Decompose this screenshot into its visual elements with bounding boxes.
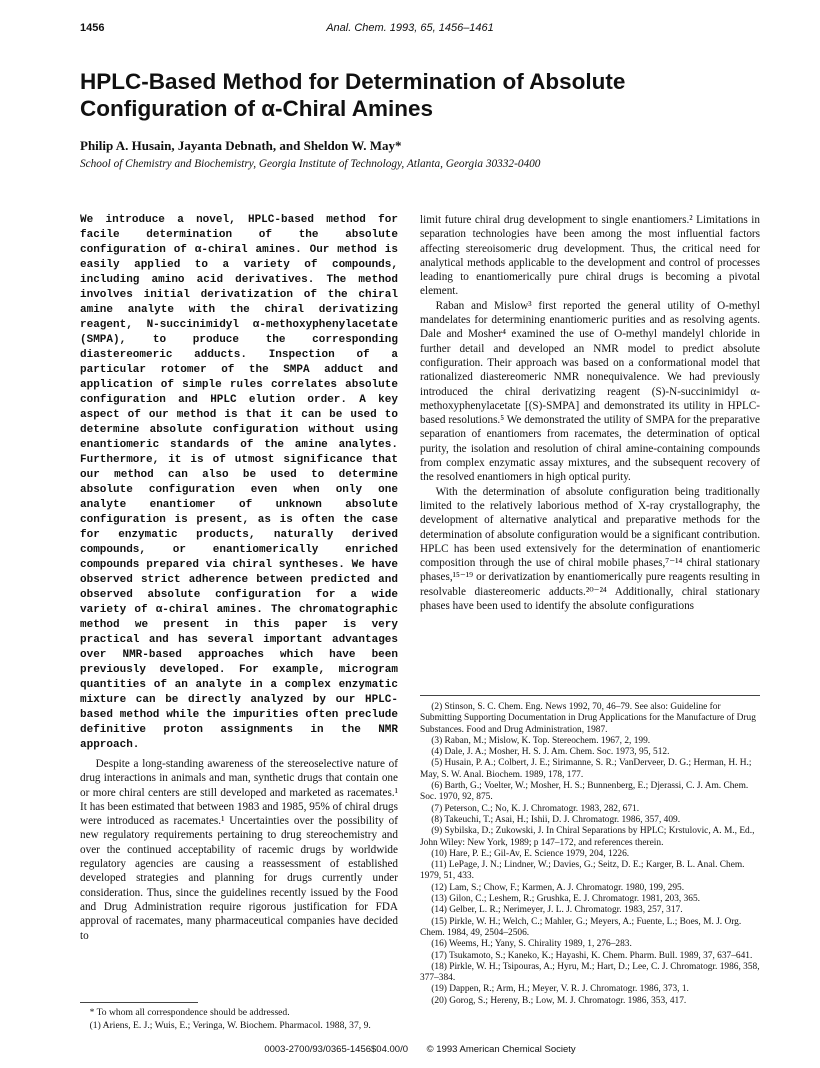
copyright: © 1993 American Chemical Society xyxy=(426,1044,576,1055)
reference-list xyxy=(420,702,760,1007)
body-paragraph: limit future chiral drug development to single enantiomers.² Limitations in separation technologies have been among the most influential factors affecting stereoisomeric drug development. Thus, the critical need for analytical methods applicable to the development and control of processes leading to enantiomerically pure chiral drugs is becoming a pivotal element. xyxy=(420,214,760,298)
running-header xyxy=(80,22,740,38)
author-list: Philip A. Husain, Jayanta Debnath, and Sheldon W. May* xyxy=(80,138,402,153)
reference-item: (18) Pirkle, W. H.; Tsipouras, A.; Hyru, M.; Hart, D.; Lee, C. J. Chromatogr. 1986, 358, 377–384. xyxy=(420,961,760,984)
reference-item: (20) Gorog, S.; Hereny, B.; Low, M. J. Chromatogr. 1986, 353, 417. xyxy=(431,995,687,1006)
title-line-2: Configuration of α-Chiral Amines xyxy=(80,96,433,121)
reference-item: (8) Takeuchi, T.; Asai, H.; Ishii, D. J. Chromatogr. 1986, 357, 409. xyxy=(431,814,681,825)
issn-code: 0003-2700/93/0365-1456$04.00/0 xyxy=(264,1044,408,1055)
reference-item: (4) Dale, J. A.; Mosher, H. S. J. Am. Chem. Soc. 1973, 95, 512. xyxy=(431,747,670,758)
reference-item: (10) Hare, P. E.; Gil-Av, E. Science 1979, 204, 1226. xyxy=(431,848,630,859)
right-column-body xyxy=(420,213,760,613)
journal-citation: Anal. Chem. 1993, 65, 1456–1461 xyxy=(326,22,494,34)
reference-item: (13) Gilon, C.; Leshem, R.; Grushka, E. J. Chromatogr. 1981, 203, 365. xyxy=(431,894,700,905)
affiliation: School of Chemistry and Biochemistry, Georgia Institute of Technology, Atlanta, Georgia 30332-0400 xyxy=(80,158,541,170)
reference-item: (9) Sybilska, D.; Zukowski, J. In Chiral Separations by HPLC; Krstulovic, A. M., Ed., John Wiley: New York, 1989; p 147–172, and references therein. xyxy=(420,826,755,848)
article-title xyxy=(80,68,760,122)
reference-item: (7) Peterson, C.; No, K. J. Chromatogr. 1983, 282, 671. xyxy=(431,803,640,814)
reference-item: (12) Lam, S.; Chow, F.; Karmen, A. J. Chromatogr. 1980, 199, 295. xyxy=(431,882,685,893)
reference-item: (14) Gelber, L. R.; Nerimeyer, J. L. J. Chromatogr. 1983, 257, 317. xyxy=(431,905,683,916)
page-number: 1456 xyxy=(80,22,105,34)
body-paragraph: Raban and Mislow³ first reported the general utility of O-methyl mandelates for determining enantiomeric purities and as resolving agents. Dale and Mosher⁴ examined the use of O-methyl mandelyl chloride in further detail and developed an NMR model to predict absolute configuration. Their approach was based on a conformational model that rationalized diastereomeric NMR nonequivalence. We had previously introduced the chiral derivatizing reagent (S)-N-succinimidyl α-methoxyphenylacetate [(S)-SMPA] and demonstrated its utility in HPLC-based resolutions.⁵ We demonstrated the utility of SMPA for the preparative separation of enantiomers from racemates, the determination of optical purity, the isolation and resolution of chiral amine-containing compounds from complex enzymatic assay mixtures, and the subsequent recovery of the resolved enantiomers in high optical purity. xyxy=(420,299,760,484)
reference-item: (16) Weems, H.; Yany, S. Chirality 1989, 1, 276–283. xyxy=(431,939,632,950)
page-footer xyxy=(80,1044,760,1055)
introduction xyxy=(80,757,398,943)
footnote-divider xyxy=(80,1002,198,1003)
reference-item: (2) Stinson, S. C. Chem. Eng. News 1992, 70, 46–79. See also: Guideline for Submitting Supporting Documentation in Drug Applications for the Manufacture of Drug Substances. Food and Drug Administration, 1987. xyxy=(420,702,756,735)
reference-item: (11) LePage, J. N.; Lindner, W.; Davies, G.; Seitz, D. E.; Karger, B. L. Anal. Chem. 1979, 51, 433. xyxy=(420,860,745,882)
reference-item: (19) Dappen, R.; Arm, H.; Meyer, V. R. J. Chromatogr. 1986, 373, 1. xyxy=(431,984,689,995)
reference-item: (5) Husain, P. A.; Colbert, J. E.; Sirimanne, S. R.; VanDerveer, D. G.; Herman, H. H.; May, S. W. Anal. Biochem. 1989, 178, 177. xyxy=(420,758,752,780)
reference-item: (3) Raban, M.; Mislow, K. Top. Stereochem. 1967, 2, 199. xyxy=(431,735,651,746)
footnotes xyxy=(80,1007,398,1032)
body-paragraph: With the determination of absolute configuration being traditionally limited to the relatively laborious method of X-ray crystallography, the development of alternative analytical and preparative methods for the determination of absolute configuration would be a significant contribution. HPLC has been used extensively for the determination of enantiomeric composition through the use of chiral mobile phases,⁷⁻¹⁴ chiral stationary phases,¹⁵⁻¹⁹ or derivatization by enantiomerically pure reagents resulting in resolvable diastereomeric adducts.²⁰⁻²⁴ Additionally, chiral stationary phases have been used to identify the absolute configurations xyxy=(420,485,760,613)
reference-item: (6) Barth, G.; Voelter, W.; Mosher, H. S.; Bunnenberg, E.; Djerassi, C. J. Am. Chem. Soc. 1970, 92, 875. xyxy=(420,781,749,803)
footnote: * To whom all correspondence should be addressed. xyxy=(89,1007,290,1018)
abstract: We introduce a novel, HPLC-based method for facile determination of the absolute configuration of α-chiral amines. Our method is easily applied to a variety of compounds, including amino acid derivatives. The method involves initial derivatization of the chiral amine analyte with the chiral derivatizing reagent, N-succinimidyl α-methoxyphenylacetate (SMPA), to produce the corresponding diastereomeric adducts. Inspection of a particular rotomer of the SMPA adduct and application of simple rules correlates absolute configuration and HPLC elution order. A key aspect of our method is that it can be used to determine absolute configuration without using enantiomeric standards of the amine analytes. Furthermore, it is of utmost significance that our method can also be used to determine absolute configuration even when only one analyte enantiomer of unknown absolute configuration is present, as is often the case for enzymatic products, naturally derived compounds, or enantiomerically enriched compounds prepared via chiral syntheses. We have observed strict adherence between predicted and observed absolute configuration for a wide variety of α-chiral amines. The chromatographic method we present in this paper is very practical and has several important advantages over NMR-based approaches which have been previously developed. For example, microgram quantities of an analyte in a complex enzymatic mixture can be directly analyzed by our HPLC-based method while the impurities often preclude definitive proton assignments in the NMR approach. xyxy=(80,214,398,751)
reference-item: (17) Tsukamoto, S.; Kaneko, K.; Hayashi, K. Chem. Pharm. Bull. 1989, 37, 637–641. xyxy=(431,950,753,961)
reference-item: (15) Pirkle, W. H.; Welch, C.; Mahler, G.; Meyers, A.; Fuente, L.; Boes, M. J. Org. Chem. 1984, 49, 2504–2506. xyxy=(420,916,742,938)
title-line-1: HPLC-Based Method for Determination of Absolute xyxy=(80,69,626,94)
intro-paragraph: Despite a long-standing awareness of the stereoselective nature of drug interactions in animals and man, synthetic drugs that contain one or more chiral centers are still developed and marketed as racemates.¹ It has been estimated that between 1983 and 1985, 95% of chiral drugs were introduced as racemates.¹ Uncertainties over the possibility of new regulatory requirements pertaining to drug stereochemistry and over the continued acceptability of racemic drugs by worldwide regulatory agencies are causing a reassessment of established developed strategies and planning for drugs currently under consideration. Thus, since the guidelines recently issued by the Food and Drug Administration require rigorous justification for FDA approval of racemates, many pharmaceutical companies have decided to xyxy=(80,758,398,942)
footnote: (1) Ariens, E. J.; Wuis, E.; Veringa, W. Biochem. Pharmacol. 1988, 37, 9. xyxy=(89,1019,371,1031)
references-divider xyxy=(420,695,760,696)
